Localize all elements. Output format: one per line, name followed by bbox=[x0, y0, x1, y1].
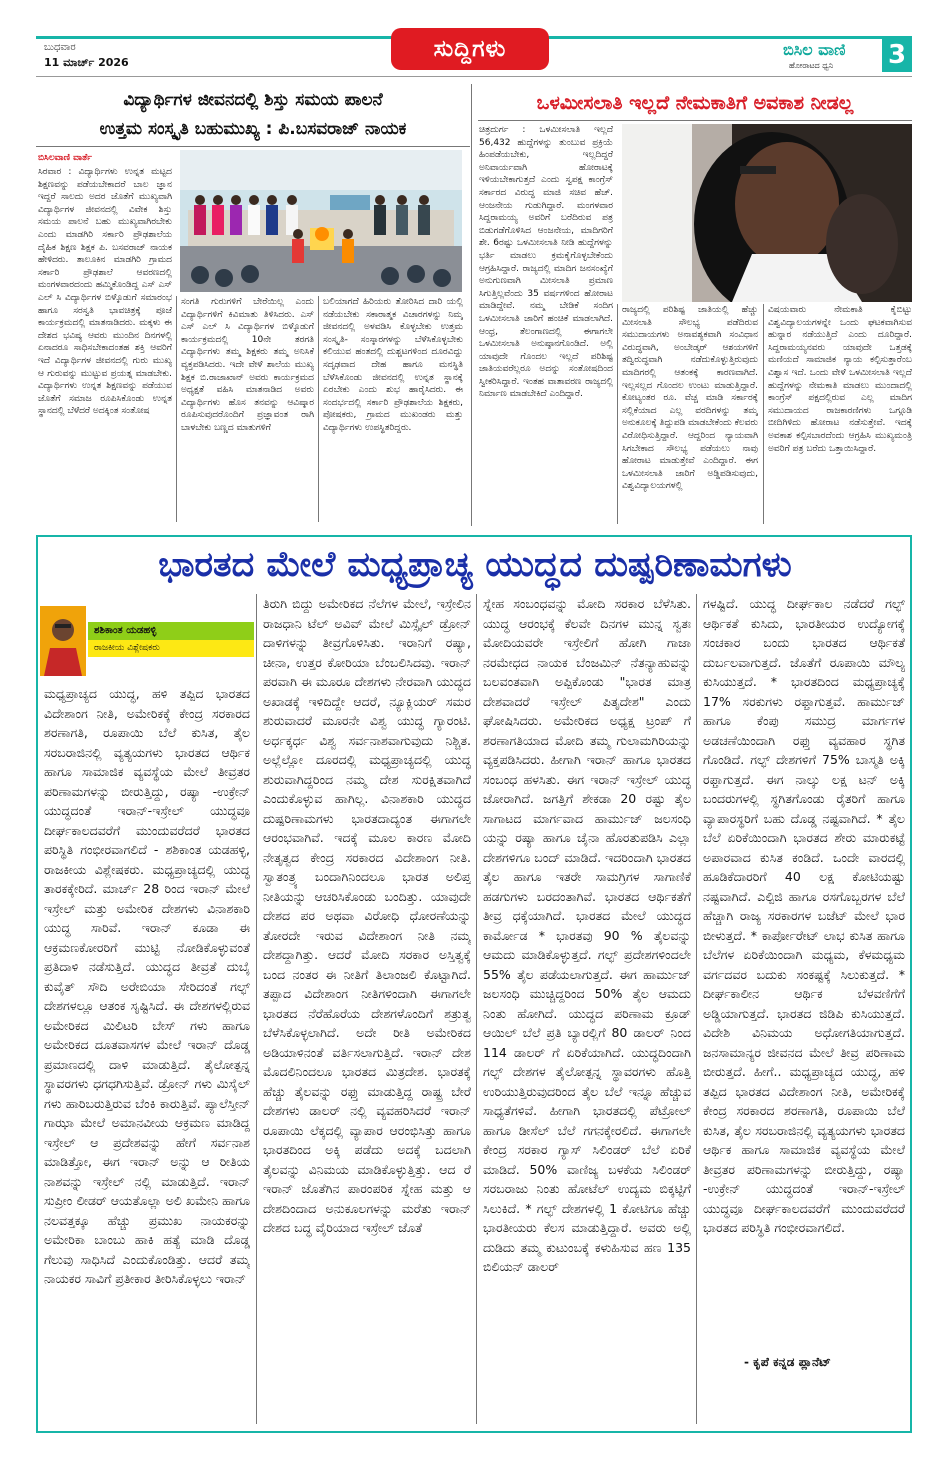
author-photo bbox=[40, 606, 86, 676]
story2-headline-rule bbox=[478, 120, 912, 121]
story1-headline bbox=[36, 86, 470, 144]
story1-headline-line2: ಉತ್ತಮ ಸಂಸ್ಕೃತಿ ಬಹುಮುಖ್ಯ : ಪಿ.ಬಸವರಾಜ್ ನಾಯಕ bbox=[99, 119, 407, 139]
school-event-photo bbox=[180, 150, 462, 292]
editorial-col3: ಸ್ನೇಹ ಸಂಬಂಧವನ್ನು ಮೋದಿ ಸರಕಾರ ಬೆಳೆಸಿತು. ಯುದ್ಧ ಆರಂಭಕ್ಕೆ ಕೆಲವೇ ದಿನಗಳ ಮುನ್ನ ಸ್ವತಃ ಮೋದಿಯವರೇ ಇಸ್ರೇಲಿಗೆ ಹೋಗಿ ಗಾಜಾ ನರಮೇಧದ ನಾಯಕ ಬೆಂಜಮಿನ್ ನೆತನ್ಯಾಹುವನ್ನು ಬಲವಂತವಾಗಿ ಅಪ್ಪಿಕೊಂಡು "ಭಾರತ ಮಾತ್ರ ದೇಶವಾದರೆ ಇಸ್ರೇಲ್ ಪಿತೃದೇಶ" ಎಂದು ಘೋಷಿಸಿದರು. ಅಮೇರಿಕದ ಅಧ್ಯಕ್ಷ ಟ್ರಂಪ್ ಗೆ ಶರಣಾಗತಿಯಾದ ಮೋದಿ ತಮ್ಮ ಗುಲಾಮಗಿರಿಯನ್ನು ವ್ಯಕ್ತಪಡಿಸಿದರು. ಹೀಗಾಗಿ ಇರಾನ್ ಹಾಗೂ ಭಾರತದ ಸಂಬಂಧ ಹಳಸಿತು. ಈಗ ಇರಾನ್ ಇಸ್ರೇಲ್ ಯುದ್ಧ ಜೋರಾಗಿದೆ. ಜಗತ್ತಿಗೆ ಶೇಕಡಾ 20 ರಷ್ಟು ತೈಲ ಸಾಗಾಟದ ಮಾರ್ಗವಾದ ಹಾರ್ಮುಜ್ ಜಲಸಂಧಿ ಯನ್ನು ರಷ್ಯಾ ಹಾಗೂ ಚೈನಾ ಹೊರತುಪಡಿಸಿ ಎಲ್ಲಾ ದೇಶಗಳಿಗೂ ಬಂದ್ ಮಾಡಿದೆ. ಇದರಿಂದಾಗಿ ಭಾರತದ ತೈಲ ಹಾಗೂ ಇತರೇ ಸಾಮಗ್ರಿಗಳ ಸಾಗಾಣಿಕೆ ಹಡಗುಗಳು ಬರದಂತಾಗಿವೆ. ಭಾರತದ ಆರ್ಥಿಕತೆಗೆ ತೀವ್ರ ಧಕ್ಕೆಯಾಗಿದೆ. ಭಾರತದ ಮೇಲೆ ಯುದ್ಧದ ಕಾರ್ಮೋಡ * ಭಾರತವು 90 % ತೈಲವನ್ನು ಆಮದು ಮಾಡಿಕೊಳ್ಳುತ್ತದೆ. ಗಲ್ಫ್ ಪ್ರದೇಶಗಳಿಂದಲೇ 55% ತೈಲ ಪಡೆಯಲಾಗುತ್ತದೆ. ಈಗ ಹಾರ್ಮುಜ್ ಜಲಸಂಧಿ ಮುಚ್ಚಿದ್ದರಿಂದ 50% ತೈಲ ಆಮದು ನಿಂತು ಹೋಗಿದೆ. ಯುದ್ಧದ ಪರಿಣಾಮ ಕ್ರೂಡ್ ಆಯಿಲ್ ಬೆಲೆ ಪ್ರತಿ ಬ್ಯಾರಲ್ಲಿಗೆ 80 ಡಾಲರ್ ನಿಂದ 114 ಡಾಲರ್ ಗೆ ಏರಿಕೆಯಾಗಿದೆ. ಯುದ್ಧದಿಂದಾಗಿ ಗಲ್ಫ್ ದೇಶಗಳ ತೈಲೋತ್ಪನ್ನ ಸ್ಥಾವರಗಳು ಹೊತ್ತಿ ಉರಿಯುತ್ತಿರುವುದರಿಂದ ತೈಲ ಬೆಲೆ ಇನ್ನೂ ಹೆಚ್ಚುವ ಸಾಧ್ಯತೆಗಳಿವೆ. ಹೀಗಾಗಿ ಭಾರತದಲ್ಲಿ ಪೆಟ್ರೋಲ್ ಹಾಗೂ ಡೀಸೆಲ್ ಬೆಲೆ ಗಗನಕ್ಕೇರಲಿದೆ. ಈಗಾಗಲೇ ಕೇಂದ್ರ ಸರಕಾರ ಗ್ಯಾಸ್ ಸಿಲಿಂಡರ್ ಬೆಲೆ ಏರಿಕೆ ಮಾಡಿದೆ. 50% ವಾಣಿಜ್ಯ ಬಳಕೆಯ ಸಿಲಿಂಡರ್ ಸರಬರಾಜು ನಿಂತು ಹೋಟೆಲ್ ಉದ್ಯಮ ಬಿಕ್ಕಟ್ಟಿಗೆ ಸಿಲುಕಿದೆ. * ಗಲ್ಫ್ ದೇಶಗಳಲ್ಲಿ 1 ಕೋಟಿಗೂ ಹೆಚ್ಚು ಭಾರತೀಯರು ಕೆಲಸ ಮಾಡುತ್ತಿದ್ದಾರೆ. ಅವರು ಅಲ್ಲಿ ದುಡಿದು ತಮ್ಮ ಕುಟುಂಬಕ್ಕೆ ಕಳುಹಿಸುವ ಹಣ 135 ಬಿಲಿಯನ್ ಡಾಲರ್ bbox=[483, 596, 691, 1274]
editorial-col4: ಗಳಷ್ಟಿದೆ. ಯುದ್ಧ ದೀರ್ಘಕಾಲ ನಡೆದರೆ ಗಲ್ಫ್ ಆರ್ಥಿಕತೆ ಕುಸಿದು, ಭಾರತೀಯರ ಉದ್ಯೋಗಕ್ಕೆ ಸಂಚಕಾರ ಬಂದು ಭಾರತದ ಆರ್ಥಿಕತೆ ದುರ್ಬಲವಾಗುತ್ತದೆ. ಜೊತೆಗೆ ರೂಪಾಯಿ ಮೌಲ್ಯ ಕುಸಿಯುತ್ತದೆ. * ಭಾರತದಿಂದ ಮಧ್ಯಪ್ರಾಚ್ಯಕ್ಕೆ 17% ಸರಕುಗಳು ರಫ್ತಾಗುತ್ತವೆ. ಹಾರ್ಮುಜ್ ಹಾಗೂ ಕೆಂಪು ಸಮುದ್ರ ಮಾರ್ಗಗಳ ಅಡಚಣೆಯಿಂದಾಗಿ ರಫ್ತು ವ್ಯವಹಾರ ಸ್ಥಗಿತ ಗೊಂಡಿದೆ. ಗಲ್ಫ್ ದೇಶಗಳಿಗೆ 75% ಬಾಸ್ಮತಿ ಅಕ್ಕಿ ರಫ್ತಾಗುತ್ತದೆ. ಈಗ ನಾಲ್ಕು ಲಕ್ಷ ಟನ್ ಅಕ್ಕಿ ಬಂದರುಗಳಲ್ಲಿ ಸ್ಥಗಿತಗೊಂಡು ರೈತರಿಗೆ ಹಾಗೂ ವ್ಯಾಪಾರಸ್ಥರಿಗೆ ಬಹು ದೊಡ್ಡ ನಷ್ಟವಾಗಿದೆ. * ತೈಲ ಬೆಲೆ ಏರಿಕೆಯಿಂದಾಗಿ ಭಾರತದ ಶೇರು ಮಾರುಕಟ್ಟೆ ಅಪಾರವಾದ ಕುಸಿತ ಕಂಡಿದೆ. ಒಂದೇ ವಾರದಲ್ಲಿ ಹೂಡಿಕೆದಾರರಿಗೆ 40 ಲಕ್ಷ ಕೋಟಿಯಷ್ಟು ನಷ್ಟವಾಗಿದೆ. ಎಲ್ಪಿಜಿ ಹಾಗೂ ರಸಗೊಬ್ಬರಗಳ ಬೆಲೆ ಹೆಚ್ಚಾಗಿ ರಾಜ್ಯ ಸರಕಾರಗಳ ಬಜೆಟ್ ಮೇಲೆ ಭಾರ ಬೀಳುತ್ತದೆ. * ಕಾರ್ಪೋರೇಟ್ ಲಾಭ ಕುಸಿತ ಹಾಗೂ ಬೆಲೆಗಳ ಏರಿಕೆಯಿಂದಾಗಿ ಮಧ್ಯಮ, ಕೆಳಮಧ್ಯಮ ವರ್ಗದವರ ಬದುಕು ಸಂಕಷ್ಟಕ್ಕೆ ಸಿಲುಕುತ್ತದೆ. * ದೀರ್ಘಕಾಲೀನ ಆರ್ಥಿಕ ಬೆಳವಣಿಗೆಗೆ ಅಡ್ಡಿಯಾಗುತ್ತದೆ. ಭಾರತದ ಜಿಡಿಪಿ ಕುಸಿಯುತ್ತದೆ. ವಿದೇಶಿ ವಿನಿಮಯ ಅಧೋಗತಿಯಾಗುತ್ತದೆ. ಜನಸಾಮಾನ್ಯರ ಜೀವನದ ಮೇಲೆ ತೀವ್ರ ಪರಿಣಾಮ ಬೀರುತ್ತದೆ. ಹೀಗೆ.. ಮಧ್ಯಪ್ರಾಚ್ಯದ ಯುದ್ಧ, ಹಳಿ ತಪ್ಪಿದ ಭಾರತದ ವಿದೇಶಾಂಗ ನೀತಿ, ಅಮೇರಿಕಕ್ಕೆ ಕೇಂದ್ರ ಸರಕಾರದ ಶರಣಾಗತಿ, ರೂಪಾಯಿ ಬೆಲೆ ಕುಸಿತ, ತೈಲ ಸರಬರಾಜಿನಲ್ಲಿ ವ್ಯತ್ಯಯಗಳು ಭಾರತದ ಆರ್ಥಿಕ ಹಾಗೂ ಸಾಮಾಜಿಕ ವ್ಯವಸ್ಥೆಯ ಮೇಲೆ ತೀವ್ರತರ ಪರಿಣಾಮಗಳನ್ನು ಬೀರುತ್ತಿದ್ದು, ರಷ್ಯಾ -ಉಕ್ರೇನ್ ಯುದ್ಧದಂತೆ ಇರಾನ್-ಇಸ್ರೇಲ್ ಯುದ್ಧವೂ ದೀರ್ಘಕಾಲದವರೆಗೆ ಮುಂದುವರೆದರೆ ಭಾರತದ ಪರಿಸ್ಥಿತಿ ಗಂಭೀರವಾಗಲಿದೆ. bbox=[703, 596, 905, 1235]
story2-col2: ರಾಜ್ಯದಲ್ಲಿ ಪರಿಶಿಷ್ಟ ಜಾತಿಯಲ್ಲಿ ಹೆಚ್ಚು ಮೀಸಲಾತಿ ಸೌಲಭ್ಯ ಪಡೆದಿರುವ ಸಮುದಾಯಗಳು ಅನಾವಶ್ಯಕವಾಗಿ ಸಂವಿಧಾನ ವಿರುದ್ಧವಾಗಿ, ಅಂಬೇಡ್ಕರ್ ಆಶಯಗಳಿಗೆ ತದ್ವಿರುದ್ಧವಾಗಿ ನಡೆದುಕೊಳ್ಳುತ್ತಿರುವುದು ಮಾದಿಗರಲ್ಲಿ ಆತಂಕಕ್ಕೆ ಕಾರಣವಾಗಿದೆ. ಇಲ್ಲಸಲ್ಲದ ಗೊಂದಲ ಉಂಟು ಮಾಡುತ್ತಿದ್ದಾರೆ. ಕೋಟ್ಯಂತರ ರೂ. ವೆಚ್ಚ ಮಾಡಿ ಸರ್ಕಾರಕ್ಕೆ ಸಲ್ಲಿಕೆಯಾದ ಎಲ್ಲ ವರದಿಗಳನ್ನು ತಮ್ಮ ಅನುಕೂಲಕ್ಕೆ ತಿದ್ದುಪಡಿ ಮಾಡಬೇಕೆಂದು ಕೆಲವರು ವಿರೋಧಿಸುತ್ತಿದ್ದಾರೆ. ಆದ್ದರಿಂದ ನ್ಯಾಯವಾಗಿ ಸಿಗಬೇಕಾದ ಸೌಲಭ್ಯ ಪಡೆಯಲು ನಾವು ಹೋರಾಟ ಮಾಡುತ್ತೇವೆ ಎಂದಿದ್ದಾರೆ. ಈಗ ಒಳಮೀಸಲಾತಿ ಜಾರಿಗೆ ಅಡ್ಡಿಪಡಿಸುವುದು, ವಿಶ್ವವಿದ್ಯಾಲಯಗಳಲ್ಲಿ bbox=[622, 305, 758, 492]
editorial-signature: - ಕೃಪೆ ಕನ್ನಡ ಪ್ಲಾನೆಟ್ bbox=[744, 1355, 831, 1369]
editorial-col1: ಮಧ್ಯಪ್ರಾಚ್ಯದ ಯುದ್ಧ, ಹಳಿ ತಪ್ಪಿದ ಭಾರತದ ವಿದೇಶಾಂಗ ನೀತಿ, ಅಮೇರಿಕಕ್ಕೆ ಕೇಂದ್ರ ಸರಕಾರದ ಶರಣಾಗತಿ, ರೂಪಾಯಿ ಬೆಲೆ ಕುಸಿತ, ತೈಲ ಸರಬರಾಜಿನಲ್ಲಿ ವ್ಯತ್ಯಯಗಳು ಭಾರತದ ಆರ್ಥಿಕ ಹಾಗೂ ಸಾಮಾಜಿಕ ವ್ಯವಸ್ಥೆಯ ಮೇಲೆ ತೀವ್ರತರ ಪರಿಣಾಮಗಳನ್ನು ಬೀರುತ್ತಿದ್ದು, ರಷ್ಯಾ -ಉಕ್ರೇನ್ ಯುದ್ಧದಂತೆ ಇರಾನ್-ಇಸ್ರೇಲ್ ಯುದ್ಧವೂ ದೀರ್ಘಕಾಲದವರೆಗೆ ಮುಂದುವರೆದರೆ ಭಾರತದ ಪರಿಸ್ಥಿತಿ ಗಂಭೀರವಾಗಲಿದೆ - ಶಶಿಕಾಂತ ಯಡಹಳ್ಳಿ, ರಾಜಕೀಯ ವಿಶ್ಲೇಷಕರು. ಮಧ್ಯಪ್ರಾಚ್ಯದಲ್ಲಿ ಯುದ್ಧ ತಾರಕಕ್ಕೇರಿದೆ. ಮಾರ್ಚ್ 28 ರಿಂದ ಇರಾನ್ ಮೇಲೆ ಇಸ್ರೇಲ್ ಮತ್ತು ಅಮೇರಿಕ ದೇಶಗಳು ವಿನಾಶಕಾರಿ ಯುದ್ಧ ಸಾರಿವೆ. ಇರಾನ್ ಕೂಡಾ ಈ ಆಕ್ರಮಣಕೋರರಿಗೆ ಮುಟ್ಟಿ ನೋಡಿಕೊಳ್ಳುವಂತೆ ಪ್ರತಿದಾಳಿ ನಡೆಸುತ್ತಿದೆ. ಯುದ್ಧದ ತೀವ್ರತೆ ದುಬೈ ಕುವೈತ್ ಸೌದಿ ಅರೇಬಿಯಾ ಸೇರಿದಂತೆ ಗಲ್ಫ್ ದೇಶಗಳಲ್ಲೂ ಆತಂಕ ಸೃಷ್ಟಿಸಿದೆ. ಈ ದೇಶಗಳಲ್ಲಿರುವ ಅಮೇರಿಕದ ಮಿಲಿಟರಿ ಬೇಸ್ ಗಳು ಹಾಗೂ ಅಮೇರಿಕದ ದೂತವಾಸಗಳ ಮೇಲೆ ಇರಾನ್ ದೊಡ್ಡ ಪ್ರಮಾಣದಲ್ಲಿ ದಾಳಿ ಮಾಡುತ್ತಿದೆ. ತೈಲೋತ್ಪನ್ನ ಸ್ಥಾವರಗಳು ಧಗಧಗಿಸುತ್ತಿವೆ. ಡ್ರೋನ್ ಗಳು ಮಿಸೈಲ್ ಗಳು ಹಾರಿಬರುತ್ತಿರುವ ಬೆಂಕಿ ಕಾರುತ್ತಿವೆ. ಪ್ಯಾಲೆಸ್ತೀನ್ ಗಾಝಾ ಮೇಲೆ ಅಮಾನವೀಯ ಆಕ್ರಮಣ ಮಾಡಿದ್ದ ಇಸ್ರೇಲ್ ಆ ಪ್ರದೇಶವನ್ನು ಹೇಗೆ ಸರ್ವನಾಶ ಮಾಡಿತ್ತೋ, ಈಗ ಇರಾನ್ ಅನ್ನು ಆ ರೀತಿಯ ನಾಶವನ್ನು ಇಸ್ರೇಲ್ ನಲ್ಲಿ ಮಾಡುತ್ತಿದೆ. ಇರಾನ್ ಸುಪ್ರೀಂ ಲೀಡರ್ ಆಯತೊಲ್ಲಾ ಅಲಿ ಖಮೇನಿ ಹಾಗೂ ನಲವತ್ತಕ್ಕೂ ಹೆಚ್ಚು ಪ್ರಮುಖ ನಾಯಕರನ್ನು ಅಮೇರಿಕಾ ಬಾಂಬು ಹಾಕಿ ಹತ್ಯೆ ಮಾಡಿ ದೊಡ್ಡ ಗೆಲುವು ಸಾಧಿಸಿದೆ ಎಂದುಕೊಂಡಿತ್ತು. ಆದರೆ ತಮ್ಮ ನಾಯಕರ ಸಾವಿಗೆ ಪ್ರತೀಕಾರ ತೀರಿಸಿಕೊಳ್ಳಲು ಇರಾನ್ bbox=[44, 686, 250, 1286]
editorial-col-divider-2 bbox=[476, 594, 477, 1424]
story2-photo bbox=[622, 124, 912, 302]
story-column-divider bbox=[471, 84, 472, 526]
story1-headline-line1: ವಿದ್ಯಾರ್ಥಿಗಳ ಜೀವನದಲ್ಲಿ ಶಿಸ್ತು ಸಮಯ ಪಾಲನೆ bbox=[123, 90, 383, 110]
brand-name: ಬಿಸಿಲ ವಾಣಿ bbox=[783, 40, 846, 59]
story1-headline-rule bbox=[36, 146, 470, 147]
story2-col3: ವಿಷಯವಾರು ನೇಮಕಾತಿ ಕೈಬಿಟ್ಟು ವಿಶ್ವವಿದ್ಯಾಲಯಗಳನ್ನೇ ಒಂದು ಘಟಕವಾಗಿಸುವ ಹುನ್ನಾರ ನಡೆಯುತ್ತಿದೆ ಎಂದು ದೂರಿದ್ದಾರೆ. ಸಿದ್ದರಾಮಯ್ಯನವರು ಯಾವುದೇ ಒತ್ತಡಕ್ಕೆ ಮಣಿಯದೆ ಸಾಮಾಜಿಕ ನ್ಯಾಯ ಕಲ್ಪಿಸುತ್ತಾರೆಂಬ ವಿಶ್ವಾಸ ಇದೆ. ಒಂದು ವೇಳೆ ಒಳಮೀಸಲಾತಿ ಇಲ್ಲದೆ ಹುದ್ದೆಗಳನ್ನು ನೇಮಕಾತಿ ಮಾಡಲು ಮುಂದಾದಲ್ಲಿ ಕಾಂಗ್ರೆಸ್ ಪಕ್ಷದಲ್ಲಿರುವ ಎಲ್ಲ ಮಾದಿಗ ಸಮುದಾಯದ ರಾಜಕಾರಣಿಗಳು ಒಗ್ಗೂಡಿ ಬೀದಿಗಿಳಿದು ಹೋರಾಟ ನಡೆಸುತ್ತೇವೆ. ಇದಕ್ಕೆ ಅವಕಾಶ ಕಲ್ಪಿಸಬಾರದೆಂದು ಆಗ್ರಹಿಸಿ ಮುಖ್ಯಮಂತ್ರಿ ಅವರಿಗೆ ಪತ್ರ ಬರೆದು ಒತ್ತಾಯಿಸಿದ್ದಾರೆ. bbox=[768, 305, 912, 454]
author-avatar-icon bbox=[40, 606, 86, 676]
header-date: 11 ಮಾರ್ಚ್ 2026 bbox=[44, 56, 129, 69]
header-day: ಬುಧವಾರ bbox=[44, 42, 76, 53]
header-bottom-rule bbox=[36, 76, 912, 77]
section-title: ಸುದ್ದಿಗಳು bbox=[391, 28, 549, 70]
brand-tagline: ಹೋರಾಟದ ಧ್ವನಿ bbox=[789, 61, 834, 70]
editorial-headline: ಭಾರತದ ಮೇಲೆ ಮಧ್ಯಪ್ರಾಚ್ಯ ಯುದ್ಧದ ದುಷ್ಪರಿಣಾಮಗಳು bbox=[158, 545, 792, 585]
author-name: ಶಶಿಕಾಂತ ಯಡಹಳ್ಳಿ bbox=[88, 622, 254, 640]
story1-byline: ಬಿಸಿಲವಾಣಿ ವಾರ್ತೆ bbox=[38, 153, 92, 163]
story1-col-divider-2 bbox=[318, 296, 319, 522]
story2-col1: ಚಿತ್ರದುರ್ಗ : ಒಳಮೀಸಲಾತಿ ಇಲ್ಲದೆ 56,432 ಹುದ್ದೆಗಳನ್ನು ತುಂಬುವ ಪ್ರಕ್ರಿಯೆ ಹಿಂಪಡೆಯಬೇಕು, ಇಲ್ಲದಿದ್ದರೆ ಅನಿವಾರ್ಯವಾಗಿ ಹೋರಾಟಕ್ಕೆ ಇಳಿಯಬೇಕಾಗುತ್ತದೆ ಎಂದು ಸ್ವಪಕ್ಷ ಕಾಂಗ್ರೆಸ್ ಸರ್ಕಾರದ ವಿರುದ್ಧ ಮಾಜಿ ಸಚಿವ ಹೆಚ್. ಆಂಜನೇಯ ಗುಡುಗಿದ್ದಾರೆ. ಮಂಗಳವಾರ ಸಿದ್ದರಾಮಯ್ಯ ಅವರಿಗೆ ಬರೆದಿರುವ ಪತ್ರ ಬಿಡುಗಡೆಗೊಳಿಸಿದ ಆಂಜನೇಯ, ಮಾದಿಗರಿಗೆ ಶೇ. 6ರಷ್ಟು ಒಳಮೀಸಲಾತಿ ನೀಡಿ ಹುದ್ದೆಗಳನ್ನು ಭರ್ತಿ ಮಾಡಲು ಕ್ರಮಕೈಗೊಳ್ಳಬೇಕೆಂದು ಆಗ್ರಹಿಸಿದ್ದಾರೆ. ರಾಜ್ಯದಲ್ಲಿ ಮಾದಿಗ ಜನಸಂಖ್ಯೆಗೆ ಅನುಗುಣವಾಗಿ ಮೀಸಲಾತಿ ಪ್ರಮಾಣ ಸಿಗುತ್ತಿಲ್ಲವೆಂದು 35 ವರ್ಷಗಳಿಂದ ಹೋರಾಟ ಮಾಡಿದ್ದೇವೆ. ನಮ್ಮ ಬೇಡಿಕೆ ಸಂದಿಗ ಒಳಮೀಸಲಾತಿ ಜಾರಿಗೆ ಹಂಚಿಕೆ ಮಾಡಲಾಗಿದೆ. ಆಂಧ್ರ, ತೆಲಂಗಾಣದಲ್ಲಿ ಈಗಾಗಲೇ ಒಳಮೀಸಲಾತಿ ಅನುಷ್ಠಾನಗೊಂಡಿದೆ. ಅಲ್ಲಿ ಯಾವುದೇ ಗೊಂದಲ ಇಲ್ಲದೆ ಪರಿಶಿಷ್ಟ ಜಾತಿಯವರೆಲ್ಲರೂ ಅದನ್ನು ಸಂತೋಷದಿಂದ ಸ್ವೀಕರಿಸಿದ್ದಾರೆ. ಇಂತಹ ವಾತಾವರಣ ರಾಜ್ಯದಲ್ಲಿ ನಿರ್ಮಾಣ ಮಾಡಬೇಕಿದೆ ಎಂದಿದ್ದಾರೆ. bbox=[479, 125, 613, 400]
story2-col-divider-1 bbox=[617, 304, 618, 524]
story1-col1: ಸಿರವಾರ : ವಿದ್ಯಾರ್ಥಿಗಳು ಉನ್ನತ ಮಟ್ಟದ ಶಿಕ್ಷಣವನ್ನು ಪಡೆಯಬೇಕಾದರೆ ಬಾಲ ಜ್ಞಾನ ಇದ್ದರೆ ಸಾಲದು ಅದರ ಜೊತೆಗೆ ಮುಖ್ಯವಾಗಿ ವಿದ್ಯಾರ್ಥಿಗಳ ಜೀವನದಲ್ಲಿ ವಿವೇಕ ಶಿಸ್ತು ಸಮಯ ಪಾಲನೆ ಬಹು ಮುಖ್ಯವಾಗಿರಬೇಕು ಎಂದು ಮಾಡಗಿರಿ ಸರ್ಕಾರಿ ಪ್ರೌಢಶಾಲೆಯ ದೈಹಿಕ ಶಿಕ್ಷಣ ಶಿಕ್ಷಕ ಪಿ. ಬಸವರಾಜ್ ನಾಯಕ ಹೇಳಿದರು. ತಾಲೂಕಿನ ಮಾಡಗಿರಿ ಗ್ರಾಮದ ಸರ್ಕಾರಿ ಪ್ರೌಢಶಾಲೆ ಆವರಣದಲ್ಲಿ ಮಂಗಳವಾರದಂದು ಹಮ್ಮಿಕೊಂಡಿದ್ದ ಎಸ್ ಎಸ್ ಎಲ್ ಸಿ ವಿದ್ಯಾರ್ಥಿಗಳ ಬಿಳ್ಕೊಡುಗೆ ಸಮಾರಂಭ ಹಾಗೂ ಸರಸ್ವತಿ ಭಾವಚಿತ್ರಕ್ಕೆ ಪೂಜೆ ಕಾರ್ಯಕ್ರಮದಲ್ಲಿ ಮಾತನಾಡಿದರು. ಮಕ್ಕಳು ಈ ದೇಶದ ಭವಿಷ್ಯ ಆವರು ಮುಂದಿನ ದಿನಗಳಲ್ಲಿ ಏನಾದರೂ ಸಾಧಿಸಬೇಕಾದಂತಹ ಶಕ್ತಿ ಆವರಿಗೆ ಇದೆ ವಿದ್ಯಾರ್ಥಿಗಳ ಜೀವನದಲ್ಲಿ ಗುರು ಮುಖ್ಯ ಆ ಗುರುವನ್ನು ಮುಟ್ಟುವ ಪ್ರಯತ್ನ ಮಾಡಬೇಕು. ವಿದ್ಯಾರ್ಥಿಗಳು ಉನ್ನತ ಶಿಕ್ಷಣವನ್ನು ಪಡೆಯುವ ಜೊತೆಗೆ ಸಮಾಜ ರೂಪಿಸಿಕೊಂಡು ಉನ್ನತ ಸ್ಥಾನದಲ್ಲಿ ಬೆಳೆದರೆ ಅದಕ್ಕಿಂತ ಸಂತೋಷ bbox=[38, 167, 172, 417]
page-number: 3 bbox=[882, 38, 912, 72]
story1-col3: ಬಲಿಯಾಗದೆ ಹಿರಿಯರು ತೋರಿಸಿದ ದಾರಿ ಯಲ್ಲಿ ನಡೆಯಬೇಕು ಸಕಾರಾತ್ಮಕ ವಿಚಾರಗಳನ್ನು ನಿಮ್ಮ ಜೀವನದಲ್ಲಿ ಅಳವಡಿಸಿ ಕೊಳ್ಳಬೇಕು ಉತ್ತಮ ಸಂಸ್ಕೃತಿ- ಸಂಸ್ಕಾರಗಳನ್ನು ಬೆಳೆಸಿಕೊಳ್ಳಬೇಕು ಕಲಿಯುವ ಹಂತದಲ್ಲಿ ದುಶ್ಚಟಗಳಿಂದ ದೂರವಿದ್ದು ಸದೃಢವಾದ ದೇಹ ಹಾಗೂ ಮನಸ್ಥಿತಿ ಬೆಳೆಸಿಕೊಂಡು ಜೀವನದಲ್ಲಿ ಉನ್ನತ ಸ್ಥಾನಕ್ಕೆ ಏರಬೇಕು ಎಂದು ಶುಭ ಹಾರೈಸಿದರು. ಈ ಸಂದರ್ಭದಲ್ಲಿ ಸರ್ಕಾರಿ ಪ್ರೌಢಶಾಲೆಯ ಶಿಕ್ಷಕರು, ಪೋಷಕರು, ಗ್ರಾಮದ ಮುಖಂಡರು ಮತ್ತು ವಿದ್ಯಾರ್ಥಿಗಳು ಉಪಸ್ಥಿತರಿದ್ದರು. bbox=[323, 297, 463, 433]
story2-headline: ಒಳಮೀಸಲಾತಿ ಇಲ್ಲದೆ ನೇಮಕಾತಿಗೆ ಅವಕಾಶ ನೀಡಲ್ಲ bbox=[536, 92, 854, 114]
politician-portrait bbox=[622, 124, 912, 302]
brand-logo bbox=[783, 40, 880, 72]
story1-col-divider-1 bbox=[176, 296, 177, 522]
story2-col-divider-2 bbox=[763, 304, 764, 524]
author-role: ರಾಜಕೀಯ ವಿಶ್ಲೇಷಕರು bbox=[88, 640, 254, 657]
editorial-col2: ತಿರುಗಿ ಬಿದ್ದು ಅಮೇರಿಕದ ನೆಲೆಗಳ ಮೇಲೆ, ಇಸ್ರೇಲಿನ ರಾಜಧಾನಿ ಟೆಲ್ ಅವಿವ್ ಮೇಲೆ ಮಿಸ್ಸೈಲ್ ಡ್ರೋನ್ ದಾಳಿಗಳನ್ನು ತೀವ್ರಗೊಳಿಸಿತು. ಇರಾನಿಗೆ ರಷ್ಯಾ, ಚೀನಾ, ಉತ್ತರ ಕೋರಿಯಾ ಬೆಂಬಲಿಸಿದವು. ಇರಾನ್ ಪರವಾಗಿ ಈ ಮೂರೂ ದೇಶಗಳು ನೇರವಾಗಿ ಯುದ್ಧದ ಅಖಾಡಕ್ಕೆ ಇಳಿದಿದ್ದೇ ಆದರೆ, ನ್ಯೂಕ್ಲಿಯರ್ ಸಮರ ಶುರುವಾದರೆ ಮೂರನೇ ವಿಶ್ವ ಯುದ್ಧ ಗ್ಯಾರಂಟಿ. ಅರ್ಧಕ್ಕರ್ಧ ವಿಶ್ವ ಸರ್ವನಾಶವಾಗುವುದು ನಿಶ್ಚಿತ. ಅಲ್ಲೆಲ್ಲೋ ದೂರದಲ್ಲಿ ಮಧ್ಯಪ್ರಾಚ್ಯದಲ್ಲಿ ಯುದ್ಧ ಶುರುವಾಗಿದ್ದರಿಂದ ನಮ್ಮ ದೇಶ ಸುರಕ್ಷಿತವಾಗಿದೆ ಎಂದುಕೊಳ್ಳುವ ಹಾಗಿಲ್ಲ. ವಿನಾಶಕಾರಿ ಯುದ್ಧದ ದುಷ್ಪರಿಣಾಮಗಳು ಭಾರತದಾದ್ಯಂತ ಈಗಾಗಲೇ ಆರಂಭವಾಗಿವೆ. ಇದಕ್ಕೆ ಮೂಲ ಕಾರಣ ಮೋದಿ ನೇತೃತ್ವದ ಕೇಂದ್ರ ಸರಕಾರದ ವಿದೇಶಾಂಗ ನೀತಿ. ಸ್ವಾತಂತ್ರ್ಯ ಬಂದಾಗಿನಿಂದಲೂ ಭಾರತ ಅಲಿಪ್ತ ನೀತಿಯನ್ನು ಆಚರಿಸಿಕೊಂಡು ಬಂದಿತ್ತು. ಯಾವುದೇ ದೇಶದ ಪರ ಅಥವಾ ವಿರೋಧಿ ಧೋರಣೆಯನ್ನು ತೋರದೇ ಇರುವ ವಿದೇಶಾಂಗ ನೀತಿ ನಮ್ಮ ದೇಶದ್ದಾಗಿತ್ತು. ಆದರೆ ಮೋದಿ ಸರಕಾರ ಅಸ್ತಿತ್ವಕ್ಕೆ ಬಂದ ನಂತರ ಈ ನೀತಿಗೆ ತಿಲಾಂಜಲಿ ಕೊಟ್ಟಾಗಿದೆ. ತಪ್ಪಾದ ವಿದೇಶಾಂಗ ನೀತಿಗಳಿಂದಾಗಿ ಈಗಾಗಲೇ ಭಾರತದ ನೆರೆಹೊರೆಯ ದೇಶಗಳೊಂದಿಗೆ ಶತ್ರುತ್ವ ಬೆಳೆಸಿಕೊಳ್ಳಲಾಗಿದೆ. ಅದೇ ರೀತಿ ಅಮೇರಿಕದ ಅಡಿಯಾಳಿನಂತೆ ವರ್ತಿಸಲಾಗುತ್ತಿದೆ. ಇರಾನ್ ದೇಶ ಮೊದಲಿನಿಂದಲೂ ಭಾರತದ ಮಿತ್ರದೇಶ. ಭಾರತಕ್ಕೆ ಹೆಚ್ಚು ತೈಲವನ್ನು ರಫ್ತು ಮಾಡುತ್ತಿದ್ದ ರಾಷ್ಟ್ರ ಬೇರೆ ದೇಶಗಳು ಡಾಲರ್ ನಲ್ಲಿ ವ್ಯವಹರಿಸಿದರೆ ಇರಾನ್ ರೂಪಾಯಿ ಲೆಕ್ಕದಲ್ಲಿ ವ್ಯಾಪಾರ ಆರಂಭಿಸಿತ್ತು ಹಾಗೂ ಭಾರತದಿಂದ ಅಕ್ಕಿ ಪಡೆದು ಅದಕ್ಕೆ ಬದಲಾಗಿ ತೈಲವನ್ನು ವಿನಿಮಯ ಮಾಡಿಕೊಳ್ಳುತ್ತಿತ್ತು. ಆದ ರೆ ಇರಾನ್ ಜೊತೆಗಿನ ಪಾರಂಪರಿಕ ಸ್ನೇಹ ಮತ್ತು ಆ ದೇಶದಿಂದಾದ ಅನುಕೂಲಗಳನ್ನು ಮರೆತು ಇರಾನ್ ದೇಶದ ಬದ್ಧ ವೈರಿಯಾದ ಇಸ್ರೇಲ್ ಜೊತೆ bbox=[263, 596, 471, 1235]
story1-col2: ಸಂಗತಿ ಗುರುಗಳಿಗೆ ಬೇರೆಯಿಲ್ಲ ಎಂದು ವಿದ್ಯಾರ್ಥಿಗಳಿಗೆ ಕಿವಿಮಾತು ತಿಳಿಸಿದರು. ಎಸ್ ಎಸ್ ಎಲ್ ಸಿ ವಿದ್ಯಾರ್ಥಿಗಳ ಬಿಳ್ಕೊಡುಗೆ ಕಾರ್ಯಕ್ರಮದಲ್ಲಿ 10ನೇ ತರಗತಿ ವಿದ್ಯಾರ್ಥಿಗಳು ತಮ್ಮ ಶಿಕ್ಷಕರು ತಮ್ಮ ಅನಿಸಿಕೆ ವ್ಯಕ್ತಪಡಿಸಿದರು. ಇದೇ ವೇಳೆ ಶಾಲೆಯ ಮುಖ್ಯ ಶಿಕ್ಷಕ ಬಿ.ರಾಜಾಖಾನ್ ಅವರು ಕಾರ್ಯಕ್ರಮದ ಅಧ್ಯಕ್ಷತೆ ವಹಿಸಿ ಮಾತನಾಡಿದ ಅವರು ವಿದ್ಯಾರ್ಥಿಗಳು ಹೊಸ ತನವನ್ನು ಆವಿಷ್ಕಾರ ರೂಪಿಸುವುದರೊಂದಿಗೆ ಪ್ರಜ್ಞಾವಂತ ರಾಗಿ ಬಾಳಬೇಕು ಬಣ್ಣದ ಮಾತುಗಳಿಗೆ bbox=[181, 297, 314, 433]
story1-photo bbox=[180, 150, 462, 292]
editorial-col-divider-1 bbox=[256, 594, 257, 1424]
editorial-col-divider-3 bbox=[696, 594, 697, 1424]
